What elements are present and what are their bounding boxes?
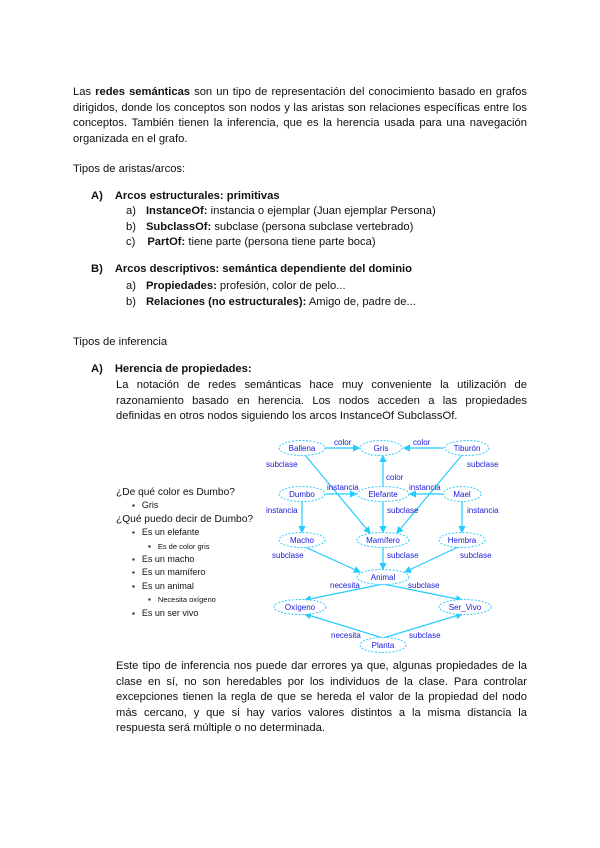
list-item: c) PartOf: tiene parte (persona tiene parte boca) [126,236,376,248]
edge-label: instancia [409,483,441,492]
closing-paragraph: Este tipo de inferencia nos puede dar errores ya que, algunas propiedades de la clase en sí, no son heredables por los individuos de la clase. Para controlar excepciones tienen la regla de que se hereda el valor de la propiedad del nodo más cercano, y que si hay varios valores distintos a la misma distancia la respuesta será múltiple o no determinada. [116,660,527,735]
question: ¿Qué puedo decir de Dumbo? [116,513,254,525]
edge-label: instancia [266,506,298,515]
list-item: b) Relaciones (no estructurales): Amigo de, padre de... [126,296,416,308]
edge-label: color [334,438,352,447]
svg-text:Hembra: Hembra [447,536,477,545]
node-dumbo [279,487,325,502]
edge-label: color [413,438,431,447]
node-hembra [439,533,485,548]
edge-label: subclase [409,631,441,640]
node-oxigeno [274,600,326,615]
edge-label: necesita [331,631,361,640]
answer: ▪ Es un animal [116,580,253,593]
svg-text:Dumbo: Dumbo [289,490,315,499]
list-item: a) Propiedades: profesión, color de pelo... [126,280,346,292]
edge-label: necesita [330,581,360,590]
svg-text:Mamífero: Mamífero [366,536,400,545]
node-tiburon [445,441,489,456]
answer: ▪ Gris [116,499,253,512]
section-b-heading: B) Arcos descriptivos: semántica dependiente del dominio [91,263,412,275]
answer: ▪ Es de color gris [116,540,253,553]
inference-heading: Tipos de inferencia [73,336,168,348]
svg-text:Oxígeno: Oxígeno [284,603,316,612]
node-elefante [357,487,409,502]
svg-text:Mael: Mael [453,490,471,499]
question: ¿De qué color es Dumbo? [116,487,235,498]
answer: ▪ Necesita oxígeno [116,593,253,606]
herencia-paragraph: La notación de redes semánticas hace muy conveniente la utilización de razonamiento basado en herencia. Los nodos acceden a las propiedades definidas en otros nodos siguiendo los arcos InstanceOf SubclassOf. [116,379,527,423]
node-mamifero [357,533,409,548]
edge-label: subclase [467,460,499,469]
section-a-heading: A) Arcos estructurales: primitivas [91,190,280,202]
edge-label: subclase [266,460,298,469]
svg-text:Gris: Gris [373,444,389,453]
node-gris [360,441,402,456]
node-mael [443,487,481,502]
edges-heading: Tipos de aristas/arcos: [73,163,186,175]
edge-label: instancia [327,483,359,492]
list-item: b) SubclassOf: subclase (persona subclase vertebrado) [126,221,414,233]
edge-label: subclase [272,551,304,560]
svg-text:Tiburón: Tiburón [453,444,481,453]
edge [305,547,360,572]
edge-label: subclase [387,551,419,560]
edge-label: subclase [387,506,419,515]
answer: ▪ Es un macho [116,553,253,566]
node-ser-vivo [439,600,491,615]
herencia-heading: A) Herencia de propiedades: [91,363,252,375]
edge-label: subclase [408,581,440,590]
list-item: a) InstanceOf: instancia o ejemplar (Juan ejemplar Persona) [126,205,436,217]
edge-label: color [386,473,404,482]
answer: ▪ Es un mamífero [116,566,253,579]
svg-text:Elefante: Elefante [368,490,398,499]
node-animal [357,570,409,585]
svg-text:Macho: Macho [289,536,315,545]
svg-text:Animal: Animal [370,573,396,582]
edge-label: subclase [460,551,492,560]
node-planta [360,638,406,653]
edge-label: instancia [467,506,499,515]
svg-text:Ser_Vivo: Ser_Vivo [448,603,482,612]
answer: ▪ Es un elefante [116,526,253,539]
svg-text:Planta: Planta [371,641,395,650]
answer: ▪ Es un ser vivo [116,607,253,620]
svg-text:Ballena: Ballena [288,444,316,453]
intro-paragraph: Las redes semánticas son un tipo de representación del conocimiento basado en grafos dirigidos, donde los conceptos son nodos y las aristas son relaciones específicas entre los conceptos. También tienen la inferencia, que es la herencia usada para una navegación organizada en el grafo. [73,86,527,145]
node-macho [279,533,325,548]
node-ballena [279,441,325,456]
